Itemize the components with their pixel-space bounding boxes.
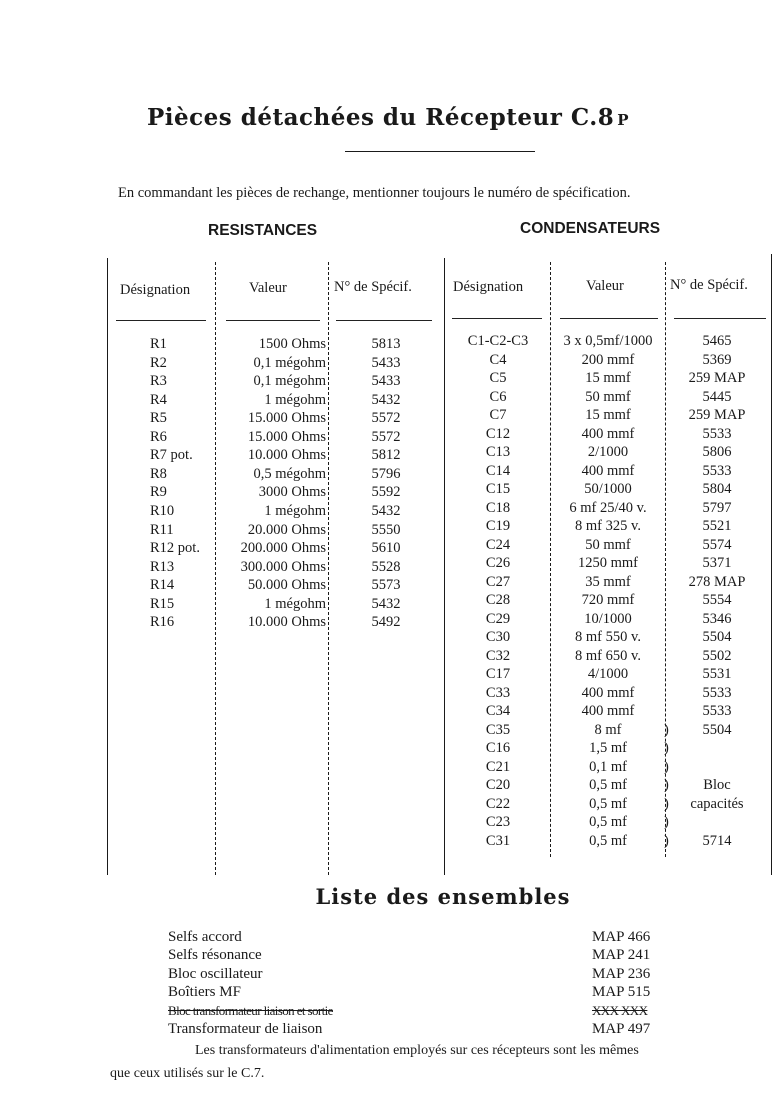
ensemble-ref: MAP 241 (592, 947, 651, 964)
cond-designation: C24 (485, 536, 511, 553)
res-spec: 5432 (371, 502, 401, 519)
cond-designation: C29 (485, 610, 511, 627)
cond-spec: 5533 (702, 425, 732, 442)
cond-valeur: 50 mmf (585, 388, 631, 405)
cond-designation: C4 (489, 351, 507, 368)
res-valeur: 50.000 Ohms (247, 577, 326, 594)
cond-spec: 5346 (702, 610, 732, 627)
cond-valeur: 3 x 0,5mf/1000 (563, 333, 653, 349)
res-designation: R4 (150, 391, 167, 408)
res-spec: 5492 (371, 614, 401, 631)
res-col-divider-2 (328, 262, 329, 875)
cond-valeur: 1,5 mf (589, 740, 627, 756)
cond-designation: C7 (489, 407, 507, 423)
ensemble-name: Boîtiers MF (168, 984, 241, 1001)
res-valeur: 10.000 Ohms (247, 447, 326, 464)
cond-valeur: 0,5 mf (589, 795, 627, 812)
title-main: Pièces détachées du Récepteur C.8 (146, 104, 615, 131)
cond-valeur: 4/1000 (587, 666, 629, 682)
res-spec: 5572 (371, 428, 401, 445)
cond-designation: C18 (485, 499, 511, 516)
cond-valeur: 720 mmf (581, 592, 635, 608)
res-spec: 5796 (371, 465, 401, 482)
res-valeur: 300.000 Ohms (240, 558, 326, 575)
table-border-right (771, 254, 772, 875)
cond-spec: 5465 (702, 333, 732, 349)
cond-designation: C20 (485, 777, 511, 793)
res-spec: 5573 (371, 577, 401, 594)
cond-designation: C28 (485, 592, 511, 608)
cond-designation: C15 (485, 481, 511, 497)
res-designation: R2 (150, 354, 167, 371)
res-spec: 5812 (371, 447, 401, 464)
cond-header-rule-1 (452, 318, 542, 319)
ensembles-heading: Liste des ensembles (315, 884, 571, 909)
cond-spec: 5574 (702, 536, 732, 553)
cond-valeur: 8 mf 325 v. (575, 518, 641, 534)
cond-spec: 5504 (702, 629, 732, 645)
cond-header-rule-2 (560, 318, 658, 319)
res-designation: R12 pot. (150, 540, 200, 557)
res-designation: R1 (150, 336, 167, 352)
table-border-left (107, 258, 108, 875)
cond-designation: C32 (485, 647, 511, 664)
res-spec: 5432 (371, 391, 401, 408)
res-spec: 5528 (371, 558, 401, 575)
cond-valeur: 50/1000 (584, 481, 632, 497)
res-valeur: 200.000 Ohms (240, 540, 326, 557)
cond-designation: C21 (485, 758, 511, 775)
cond-designation: C19 (485, 518, 511, 534)
res-valeur: 15.000 Ohms (247, 428, 326, 445)
res-header-rule-1 (116, 320, 206, 321)
res-designation: R13 (150, 558, 175, 575)
cond-valeur: 10/1000 (584, 610, 632, 627)
cond-spec: 259 MAP (688, 370, 746, 386)
cond-valeur: 2/1000 (587, 444, 629, 460)
ensemble-name: Bloc oscillateur (168, 965, 263, 982)
intro-text: En commandant les pièces de rechange, mentionner toujours le numéro de spécification. (118, 185, 631, 201)
footer-line-1: Les transformateurs d'alimentation employés sur ces récepteurs sont les mêmes (195, 1043, 639, 1058)
cond-valeur: 15 mmf (585, 370, 631, 386)
res-col-divider-1 (215, 262, 216, 875)
res-header-rule-2 (226, 320, 320, 321)
cond-spec: 5531 (702, 666, 732, 682)
cond-spec: 5804 (702, 481, 732, 497)
table-center-divider (444, 258, 445, 875)
res-valeur: 20.000 Ohms (247, 521, 326, 538)
cond-designation: C26 (485, 555, 511, 571)
cond-designation: C6 (489, 388, 507, 405)
cond-header-rule-3 (674, 318, 766, 319)
ensemble-ref: MAP 515 (592, 984, 651, 1001)
cond-spec: 5502 (702, 647, 732, 664)
res-spec: 5813 (371, 336, 401, 352)
cond-spec: 5533 (702, 684, 732, 701)
cond-designation: C31 (485, 832, 511, 849)
res-valeur: 0,1 mégohm (253, 373, 326, 390)
cond-spec: 5797 (702, 499, 732, 516)
res-spec: 5550 (371, 521, 401, 538)
res-valeur: 1500 Ohms (258, 336, 326, 352)
res-designation: R16 (150, 614, 175, 631)
cond-header-spec: N° de Spécif. (670, 277, 748, 293)
cond-valeur: 200 mmf (581, 351, 635, 368)
ensemble-ref: XXX XXX (592, 1002, 648, 1018)
res-header-spec: N° de Spécif. (334, 279, 412, 295)
cond-valeur: 6 mf 25/40 v. (569, 499, 647, 516)
res-spec: 5432 (371, 595, 401, 612)
res-header-valeur: Valeur (249, 280, 287, 296)
res-designation: R3 (150, 373, 167, 390)
cond-valeur: 400 mmf (581, 684, 635, 701)
cond-valeur: 0,5 mf (589, 777, 627, 793)
res-designation: R7 pot. (150, 447, 193, 464)
cond-header-designation: Désignation (453, 279, 524, 295)
res-valeur: 1 mégohm (264, 391, 326, 408)
cond-designation: C22 (485, 795, 511, 812)
res-valeur: 3000 Ohms (258, 484, 326, 501)
res-spec: 5572 (371, 410, 401, 427)
cond-spec: 5554 (702, 592, 732, 608)
cond-designation: C13 (485, 444, 511, 460)
cond-designation: C33 (485, 684, 511, 701)
cond-spec: 5445 (702, 388, 732, 405)
res-designation: R15 (150, 595, 175, 612)
bracket-mark: ) (664, 814, 669, 830)
res-valeur: 0,1 mégohm (253, 354, 326, 371)
cond-valeur: 50 mmf (585, 536, 631, 553)
res-header-rule-3 (336, 320, 432, 321)
res-valeur: 1 mégohm (264, 502, 326, 519)
bracket-mark: ) (664, 758, 669, 775)
bracket-mark: ) (664, 740, 669, 756)
cond-valeur: 8 mf 650 v. (575, 647, 641, 664)
cond-designation: C34 (485, 703, 511, 719)
res-designation: R14 (150, 577, 175, 594)
cond-designation: C5 (489, 370, 507, 386)
res-designation: R6 (150, 428, 167, 445)
cond-designation: C12 (485, 425, 511, 442)
res-valeur: 1 mégohm (264, 595, 326, 612)
res-designation: R9 (150, 484, 167, 501)
cond-spec: capacités (690, 795, 744, 812)
cond-spec: 5371 (702, 555, 732, 571)
cond-spec: 5533 (702, 703, 732, 719)
cond-spec: Bloc (703, 777, 731, 793)
cond-spec: 278 MAP (688, 573, 746, 590)
bracket-mark: ) (664, 721, 669, 738)
cond-designation: C17 (485, 666, 511, 682)
cond-designation: C30 (485, 629, 511, 645)
cond-designation: C23 (485, 814, 511, 830)
res-header-designation: Désignation (120, 282, 191, 298)
cond-header-valeur: Valeur (586, 278, 624, 294)
cond-spec: 5521 (702, 518, 732, 534)
cond-valeur: 15 mmf (585, 407, 631, 423)
cond-valeur: 0,5 mf (589, 832, 627, 849)
page-title (0, 104, 776, 131)
cond-designation: C35 (485, 721, 511, 738)
res-designation: R11 (150, 521, 174, 538)
cond-spec: 5714 (702, 832, 732, 849)
cond-spec: 5369 (702, 351, 732, 368)
condensateurs-heading: CONDENSATEURS (520, 220, 661, 237)
cond-designation: C16 (485, 740, 511, 756)
res-spec: 5610 (371, 540, 401, 557)
cond-spec: 5504 (702, 721, 732, 738)
res-spec: 5433 (371, 373, 401, 390)
res-valeur: 15.000 Ohms (247, 410, 326, 427)
bracket-mark: ) (664, 832, 669, 849)
ensemble-name: Transformateur de liaison (168, 1021, 323, 1037)
cond-spec: 259 MAP (688, 407, 746, 423)
cond-spec: 5806 (702, 444, 732, 460)
ensemble-ref: MAP 236 (592, 965, 651, 982)
bracket-mark: ) (664, 795, 669, 812)
res-designation: R8 (150, 465, 167, 482)
ensemble-name: Selfs résonance (168, 947, 262, 964)
ensemble-name: Selfs accord (168, 929, 242, 945)
cond-valeur: 400 mmf (581, 425, 635, 442)
cond-valeur: 8 mf (594, 721, 622, 738)
ensemble-name: Bloc transformateur liaison et sortie (168, 1002, 333, 1018)
ensemble-ref: MAP 466 (592, 929, 651, 945)
res-designation: R5 (150, 410, 167, 427)
cond-valeur: 0,1 mf (589, 758, 627, 775)
res-designation: R10 (150, 502, 175, 519)
cond-designation: C1-C2-C3 (467, 333, 529, 349)
cond-valeur: 400 mmf (581, 703, 635, 719)
cond-valeur: 35 mmf (585, 573, 631, 590)
res-valeur: 10.000 Ohms (247, 614, 326, 631)
footer-line-2: que ceux utilisés sur le C.7. (110, 1066, 265, 1081)
cond-valeur: 400 mmf (581, 462, 635, 479)
cond-designation: C27 (485, 573, 511, 590)
res-spec: 5592 (371, 484, 401, 501)
cond-valeur: 1250 mmf (577, 555, 638, 571)
ensemble-ref: MAP 497 (592, 1021, 651, 1037)
cond-valeur: 0,5 mf (589, 814, 627, 830)
title-underline (345, 151, 535, 152)
res-spec: 5433 (371, 354, 401, 371)
cond-valeur: 8 mf 550 v. (575, 629, 641, 645)
cond-designation: C14 (485, 462, 511, 479)
resistances-heading: RESISTANCES (208, 222, 318, 239)
bracket-mark: ) (664, 777, 669, 793)
res-valeur: 0,5 mégohm (253, 465, 326, 482)
cond-spec: 5533 (702, 462, 732, 479)
title-suffix: P (617, 111, 630, 129)
